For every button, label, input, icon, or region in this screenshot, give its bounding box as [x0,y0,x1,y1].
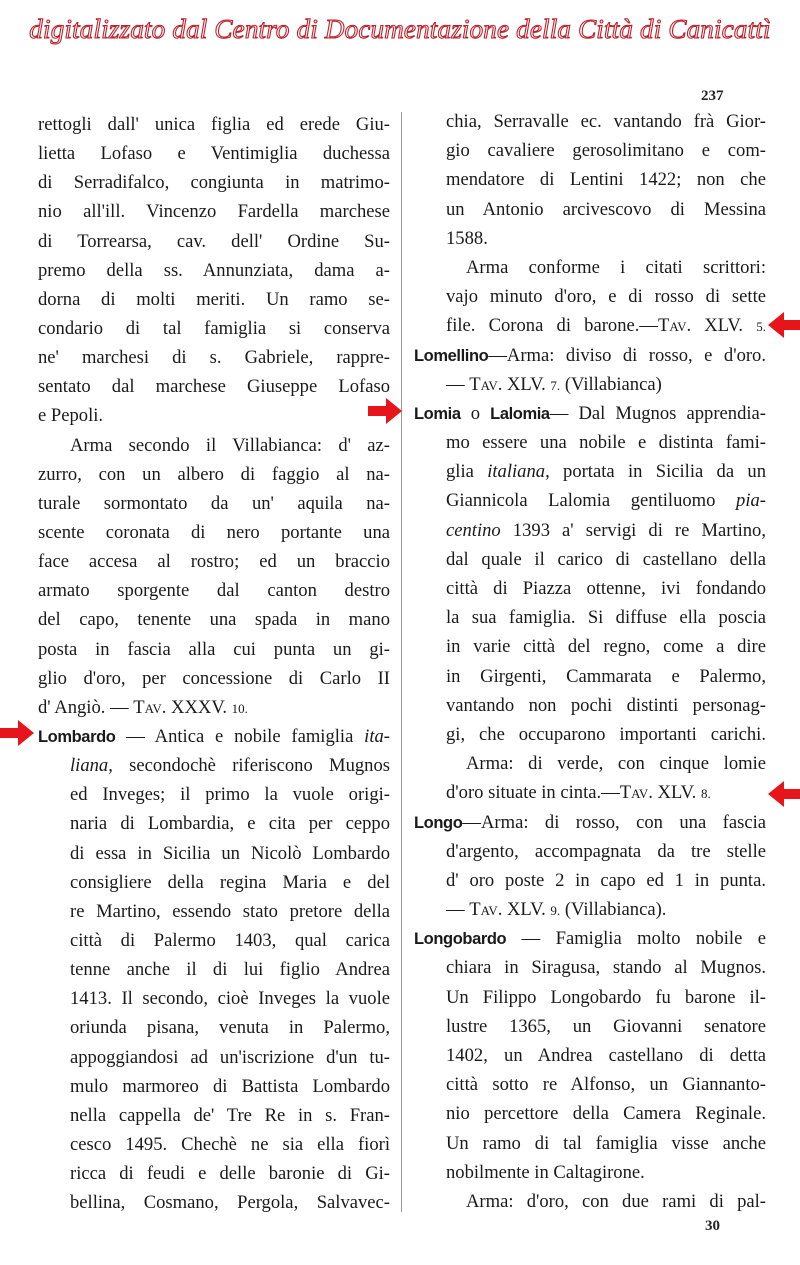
text-line: mo essere una nobile e distinta fami- [446,432,766,454]
text-line: scente coronata di nero portante una [38,521,390,543]
text-line: cesco 1495. Chechè ne sia ella fiorì [70,1133,390,1155]
text-line: in varie città del regno, come a dire [446,636,766,658]
text-fragment: d' Angiò. — [38,696,134,718]
text-fragment: 1393 a' servigi di re Martino, [500,519,766,541]
text-line: Arma: d'oro, con due rami di pal- [466,1190,766,1212]
text-line: ricca di feudi e delle baronie di Gi- [70,1163,390,1185]
text-line: posta in fascia alla cui punta un gi- [38,638,390,660]
entry-heading-lombardo: Lombardo [38,727,116,746]
text-line [38,693,390,722]
italic-word: italiana [487,461,546,483]
text-line [414,895,766,924]
text-fragment: —Arma: diviso di rosso, e d'oro. [488,344,766,366]
text-line: bellina, Cosmano, Pergola, Salvavec- [70,1192,390,1214]
plate-reference: Tav. XLV. [619,782,697,804]
text-line [414,486,766,515]
text-line: Un Filippo Longobardo fu barone il- [446,986,766,1008]
text-line: Arma conforme i citati scrittori: [466,256,766,278]
text-line [414,778,766,807]
text-line: mendatore di Lentini 1422; non che [446,169,766,191]
text-line: nella cappella de' Tre Re in s. Fran- [70,1104,390,1126]
text-line: nio all'ill. Vincenzo Fardella marchese [38,201,390,223]
text-line: vajo minuto d'oro, e di rosso di sette [446,286,766,308]
column-divider [401,112,402,1212]
italic-word: centino [446,519,501,541]
text-line: un Antonio arcivescovo di Messina [446,198,766,220]
italic-word: liana [70,755,109,777]
text-fragment: file. Corona di barone.— [446,315,659,337]
text-line: del capo, tenente una spada in mano [38,609,390,631]
text-line: dal quale il carico di castellano della [446,548,766,570]
text-line: premo della ss. Annunziata, dama a- [38,259,390,281]
text-line: turale sormontato da un' aquila na- [38,492,390,514]
text-fragment: , secondochè riferiscono Mugnos [108,755,390,777]
text-line: città di Palermo 1403, qual carica [70,929,390,951]
plate-number: 5. [756,319,766,335]
text-line: in Girgenti, Cammarata e Palermo, [446,665,766,687]
text-line: 1413. Il secondo, cioè Inveges la vuole [70,988,390,1010]
text-line: di Serradifalco, congiunta in matrimo- [38,172,390,194]
entry-heading-line [414,341,766,370]
text-line: naria di Lombardia, e cita per ceppo [70,813,390,835]
red-arrow-icon [768,781,800,807]
plate-reference: Tav. XLV. [658,315,744,337]
text-line: nobilmente in Caltagirone. [446,1161,645,1183]
watermark: digitalizzato dal Centro di Documentazione della Città di Canicattì [29,14,771,44]
right-column [414,107,766,1216]
plate-number: 7. [550,377,561,393]
entry-heading-lomellino: Lomellino [414,346,489,365]
plate-reference: Tav. XLV. [469,373,546,395]
text-line: di essa in Sicilia un Nicolò Lombardo [70,842,390,864]
text-fragment: (Villabianca). [560,899,667,921]
text-line [38,751,390,780]
red-arrow-icon [0,720,34,746]
entry-heading-lomia: Lomia [414,404,461,423]
text-line [414,311,766,340]
entry-heading-longobardo: Longobardo [414,930,507,949]
entry-heading-lalomia: Lalomia [490,404,550,423]
text-line: nio percettore della Camera Reginale. [446,1103,766,1125]
text-fragment: o [460,402,491,424]
text-fragment: — Dal Mugnos apprendia- [549,402,766,424]
entry-heading-line [414,399,766,428]
text-line: città di Piazza ottenne, ivi fondando [446,578,766,599]
entry-heading-line [414,924,766,953]
text-line [414,516,766,545]
text-line: ed Inveges; il primo la vuole origi- [70,784,390,806]
text-line: glio d'oro, per concessione di Carlo II [38,667,390,689]
text-fragment: — [446,899,470,921]
text-fragment: , portata in Sicilia da un [545,461,767,483]
text-line: di Torrearsa, cav. dell' Ordine Su- [38,230,390,252]
text-line: re Martino, essendo stato pretore della [70,900,390,922]
text-fragment: — [446,373,470,395]
text-line: lustre 1365, un Giovanni senatore [446,1015,766,1037]
entry-heading-line [38,722,390,751]
text-line: chiara in Siragusa, stando al Mugnos. [446,957,766,979]
text-line: consigliere della regina Maria e del [70,871,390,893]
text-line: ne' marchesi di s. Gabriele, rappre- [38,347,390,369]
text-line: d' oro poste 2 in capo ed 1 in punta. [446,869,766,891]
text-fragment: d'oro situate in cinta.— [446,782,620,804]
text-line: sentato dal marchese Giuseppe Lofaso [38,376,390,398]
entry-heading-line [414,808,766,837]
text-line: armato sporgente dal canton destro [38,580,390,602]
text-fragment: Giannicola Lalomia gentiluomo [446,490,737,512]
plate-number: 9. [550,903,561,919]
red-arrow-icon [768,312,800,338]
italic-word: ita- [364,725,390,747]
page-number-top: 237 [701,88,724,104]
text-line: oriunda pisana, venuta in Palermo, [70,1017,390,1039]
plate-number: 8. [700,786,711,802]
text-line: Arma: di verde, con cinque lomie [466,753,766,775]
text-line: tenne anche il di lui figlio Andrea [70,959,390,981]
entry-heading-longo: Longo [414,813,463,832]
text-line: chia, Serravalle ec. vantando frà Gior- [446,111,766,132]
text-line: e Pepoli. [38,405,104,427]
text-line: zurro, con un albero di faggio al na- [38,463,390,485]
text-line: la sua famiglia. Si diffuse ella poscia [446,607,766,629]
text-line: 1402, un Andrea castellano di detta [446,1045,766,1066]
text-line: dorna di molti meriti. Un ramo se- [38,288,390,310]
text-fragment: — Famiglia molto nobile e [506,928,766,950]
text-fragment: (Villabianca) [560,373,662,395]
text-line [414,457,766,486]
text-line: face accesa al rostro; ed un braccio [38,551,390,573]
text-line [414,370,766,399]
left-column [38,110,390,1217]
text-fragment: —Arma: di rosso, con una fascia [462,811,766,833]
text-line: mulo marmoreo di Battista Lombardo [70,1075,390,1097]
page-number-bottom: 30 [705,1218,720,1234]
text-line: condario di tal famiglia si conserva [38,317,390,339]
italic-word: pia- [736,490,766,512]
text-line: appoggiandosi ad un'iscrizione d'un tu- [70,1046,390,1068]
text-line: città sotto re Alfonso, un Giannanto- [446,1074,766,1096]
text-fragment: — Antica e nobile famiglia [115,725,365,747]
text-line: lietta Lofaso e Ventimiglia duchessa [38,143,390,165]
text-line: rettogli dall' unica figlia ed erede Giu- [38,114,390,135]
text-line: gio cavaliere gerosolimitano e com- [446,140,766,162]
plate-reference: Tav. XXXV. [133,696,228,718]
text-line: Arma secondo il Villabianca: d' az- [70,434,390,456]
text-line: Un ramo di tal famiglia visse anche [446,1132,766,1154]
plate-reference: Tav. XLV. [469,899,546,921]
text-line: d'argento, accompagnata da tre stelle [446,840,766,862]
text-fragment: glia [446,461,488,483]
plate-number: 10. [231,700,248,716]
text-line: gi, che occuparono importanti carichi. [446,723,766,745]
text-line: 1588. [446,227,488,249]
text-line: vantando non pochi distinti personag- [446,694,766,716]
